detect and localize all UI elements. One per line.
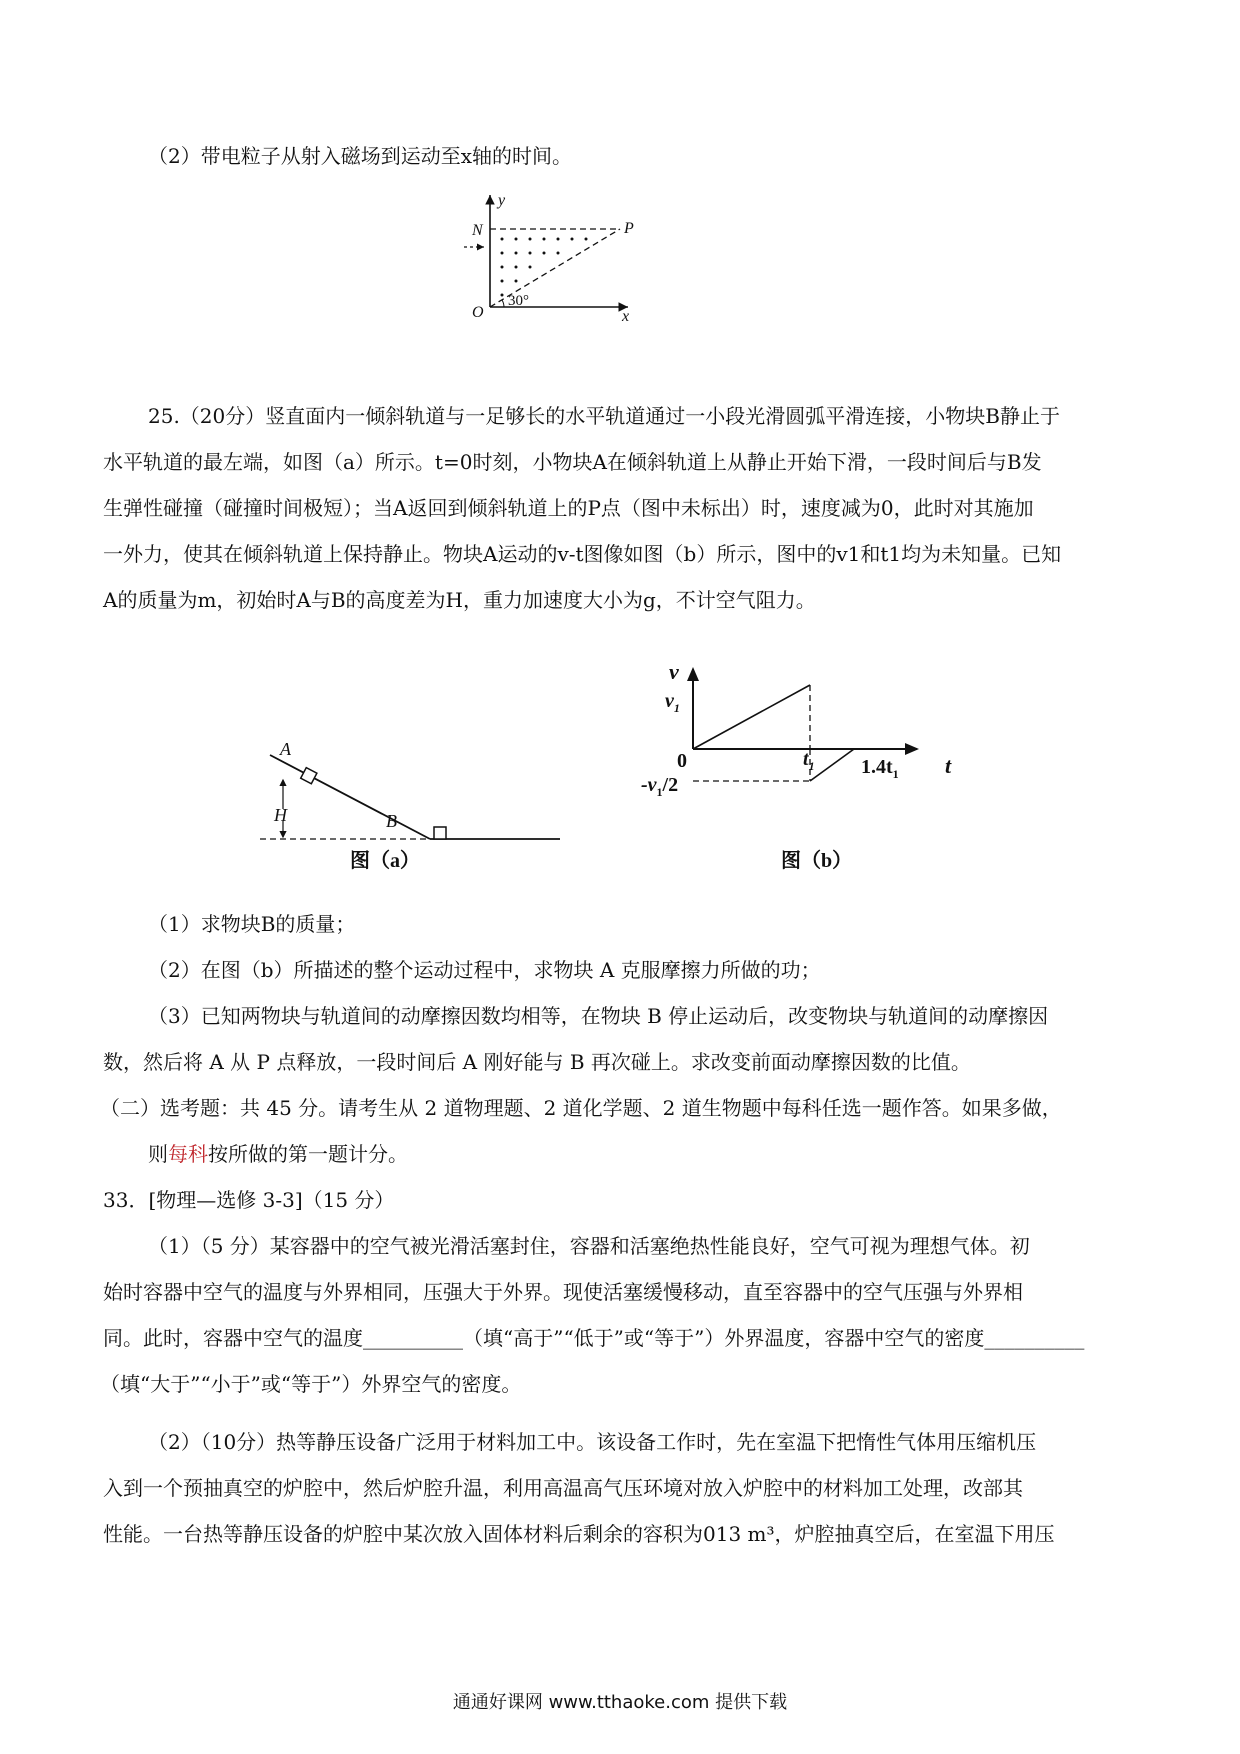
q25-line5: A的质量为m，初始时A与B的高度差为H，重力加速度大小为g，不计空气阻力。 xyxy=(103,588,816,612)
q25-part1: （1）求物块B的质量； xyxy=(148,912,356,936)
q24-part2: （2）带电粒子从射入磁场到运动至x轴的时间。 xyxy=(148,144,573,168)
n-label: N xyxy=(472,222,483,239)
q33-part1-line2: 始时容器中空气的温度与外界相同，压强大于外界。现使活塞缓慢移动，直至容器中的空气压强与外界相 xyxy=(103,1280,1023,1304)
q25-line4: 一外力，使其在倾斜轨道上保持静止。物块A运动的v-t图像如图（b）所示，图中的v1和t1均为未知量。已知 xyxy=(103,542,1062,566)
caption-a: 图（a） xyxy=(350,850,420,872)
origin-label: 0 xyxy=(677,750,687,772)
q33-part2-line1: （2）（10分）热等静压设备广泛用于材料加工中。该设备工作时，先在室温下把惰性气体用压缩机压 xyxy=(148,1430,1037,1454)
t-label: t xyxy=(945,753,952,778)
v-label: v xyxy=(669,659,679,684)
label-a: A xyxy=(280,739,291,759)
figure-a-incline xyxy=(250,735,570,875)
o-label: O xyxy=(472,304,484,321)
t14-label: $1.4t_1$ xyxy=(861,756,899,781)
neg-half-v1-label: $-v_1/2$ xyxy=(641,774,679,799)
return-segment xyxy=(810,749,854,781)
block-b xyxy=(434,827,446,839)
figure-b-vt-graph xyxy=(641,655,985,875)
p-label: P xyxy=(624,220,634,237)
q33-part2-line2: 入到一个预抽真空的炉腔中，然后炉腔升温，利用高温高气压环境对放入炉腔中的材料加工处理，改部其 xyxy=(103,1476,1023,1500)
section2-line2: 则每科按所做的第一题计分。 xyxy=(148,1142,408,1166)
figure-magnetic-field xyxy=(460,185,680,325)
q25-line3: 生弹性碰撞（碰撞时间极短）；当A返回到倾斜轨道上的P点（图中未标出）时，速度减为0，此时对其施加 xyxy=(103,496,1034,520)
angle-arc xyxy=(502,300,504,307)
incline-track xyxy=(270,755,430,839)
q33-part1-line3: 同。此时，容器中空气的温度__________（填“高于”“低于”或“等于”）外界温度，容器中空气的密度__________ xyxy=(103,1326,1085,1350)
q33-part2-line3: 性能。一台热等静压设备的炉腔中某次放入固体材料后剩余的容积为013 m³，炉腔抽真空后，在室温下用压 xyxy=(103,1522,1055,1546)
label-b: B xyxy=(386,811,397,831)
page-footer: 通通好课网 www.tthaoke.com 提供下载 xyxy=(452,1692,788,1713)
q25-line2: 水平轨道的最左端，如图（a）所示。t=0时刻，小物块A在倾斜轨道上从静止开始下滑，一段时间后与B发 xyxy=(103,450,1042,474)
v1-label: $v_1$ xyxy=(665,690,680,715)
block-a xyxy=(301,768,317,784)
field-dots xyxy=(501,238,588,297)
section2-line1: （二）选考题：共 45 分。请考生从 2 道物理题、2 道化学题、2 道生物题中每科任选一题作答。如果多做， xyxy=(100,1096,1062,1120)
label-h: H xyxy=(274,805,287,825)
t1-label: $t_1$ xyxy=(803,748,815,773)
q33-part1-line1: （1）（5 分）某容器中的空气被光滑活塞封住，容器和活塞绝热性能良好，空气可视为理想气体。初 xyxy=(148,1234,1030,1258)
y-label: y xyxy=(498,192,506,209)
accel-segment xyxy=(693,685,810,749)
angle-label: 30° xyxy=(508,293,529,309)
q25-part3-line2: 数，然后将 A 从 P 点释放，一段时间后 A 刚好能与 B 再次碰上。求改变前面动摩擦因数的比值。 xyxy=(103,1050,971,1074)
q25-line1: 25.（20分）竖直面内一倾斜轨道与一足够长的水平轨道通过一小段光滑圆弧平滑连接，小物块B静止于 xyxy=(148,404,1060,428)
caption-b: 图（b） xyxy=(781,850,853,872)
q25-part2: （2）在图（b）所描述的整个运动过程中，求物块 A 克服摩擦力所做的功； xyxy=(148,958,821,982)
x-label: x xyxy=(622,308,630,325)
q33-part1-line4: （填“大于”“小于”或“等于”）外界空气的密度。 xyxy=(100,1372,522,1396)
q25-part3-line1: （3）已知两物块与轨道间的动摩擦因数均相等，在物块 B 停止运动后，改变物块与轨道间的动摩擦因 xyxy=(148,1004,1049,1028)
q33-title: 33．[物理—选修 3-3]（15 分） xyxy=(103,1188,395,1212)
